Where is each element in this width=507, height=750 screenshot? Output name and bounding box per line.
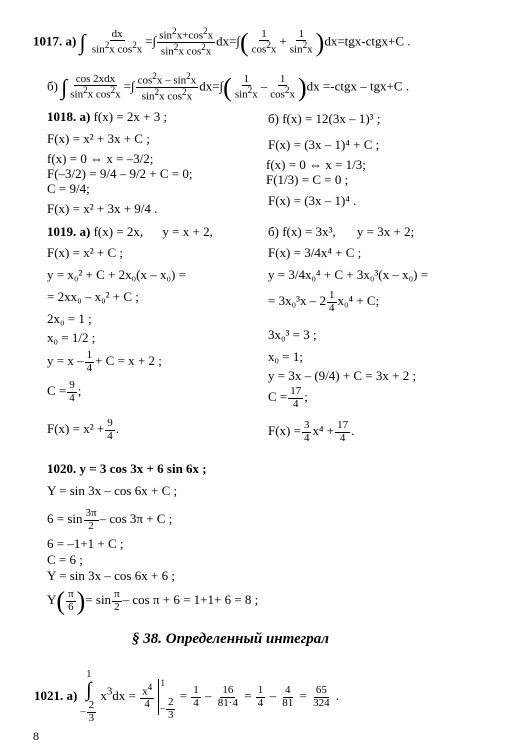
section-heading: § 38. Определенный интеграл [132, 631, 329, 647]
line: F(x) = x² + C ; [47, 245, 123, 260]
line: f(x) = 0 ⇔ x = –3/2; [47, 151, 154, 166]
line: = 2xx₀ – x₀² + C ; [47, 289, 139, 304]
line: C = $\frac{9}{4}$ ; [47, 379, 82, 404]
line: F(1/3) = C = 0 ; [266, 172, 349, 187]
problem-1021: 1021. а) 1 ∫ – $\frac{2}{3}$ $x^3dx$ = $\frac{x^4}{4}$ 1 – $\frac{2}{3}$ = $\frac{1}{4}$ – $\frac{16}{81\cdot 4}$ = $\frac{1}{4}$ – $\frac{4}{81}$ = $\frac{65}{324}$ . [34, 669, 340, 724]
line: F(x) = (3x – 1)⁴ . [268, 193, 357, 208]
part-label: б) [268, 224, 279, 239]
line: Y( $\frac{\pi}{6}$ )= sin $\frac{\pi}{2}$ – cos π + 6 = 1+1+ 6 = 8 ; [47, 586, 259, 616]
line: 2x₀ = 1 ; [47, 311, 92, 326]
problem-1020-title: 1020. y = 3 cos 3x + 6 sin 6x ; [47, 461, 207, 476]
problem-1017b: б) ∫ $\frac{\text{cos 2xdx}}{\sin^2x \cos^2x}$ =∫ $\frac{\cos^2x - \sin^2x}{\sin^2x \cos^2x}$ dx=∫( $\frac{1}{\sin^2x}$ – $\frac{1}{\cos^2x}$ )dx =-ctgx – tgx+C . [47, 71, 410, 103]
problem-1018a-title [47, 110, 167, 124]
line: f(x) = 2x + 3 ; [93, 109, 168, 124]
problem-1019a-title [47, 225, 213, 239]
line: F(–3/2) = 9/4 – 9/2 + C = 0; [47, 166, 193, 181]
result-text: dx=tgx-ctgx+C . [324, 33, 411, 49]
line: F(x) = x² + 3x + 9/4 . [47, 201, 158, 216]
line: y = x – $\frac{1}{4}$ + C = x + 2 ; [47, 349, 162, 374]
problem-number: 1021. а) [34, 688, 78, 704]
line: C = 9/4; [47, 181, 90, 196]
line: x₀ = 1; [268, 349, 303, 364]
line: F(x) = x² + $\frac{9}{4}$ . [47, 417, 119, 442]
line: C = 6 ; [47, 552, 83, 567]
problem-number: 1019. а) [47, 224, 91, 239]
line: 6 = sin $\frac{3\pi}{2}$ – cos 3π + C ; [47, 507, 173, 532]
line: = 3x₀³x – 2 $\frac{1}{4}$ x₀⁴ + C; [268, 289, 380, 314]
line: f(x) = 12(3x – 1)³ ; [282, 111, 381, 126]
problem-1019b-title: б) f(x) = 3x³, y = 3x + 2; [268, 224, 415, 239]
line: f(x) = 2x, [93, 224, 144, 239]
problem-number: 1020. [47, 461, 77, 476]
problem-number: 1018. а) [47, 109, 91, 124]
part-label: б) [47, 78, 58, 94]
line: F(x) = 3/4x⁴ + C ; [268, 245, 362, 260]
line: F(x) = (3x – 1)⁴ + C ; [268, 137, 380, 152]
problem-1017a: 1017. а) ∫ $\frac{dx}{\sin^2x \cos^2x}$ =∫ $\frac{\sin^2x+\cos^2x}{\sin^2x \cos^2x}$ dx=∫( $\frac{1}{\cos^2x}$ + $\frac{1}{\sin^2x}$ )dx=tgx-ctgx+C . [33, 26, 411, 58]
line: Y = sin 3x – cos 6x + 6 ; [47, 568, 175, 583]
problem-1018b-title [268, 112, 380, 126]
line: Y = sin 3x – cos 6x + C ; [47, 483, 178, 498]
line: C = $\frac{17}{4}$ ; [268, 385, 308, 410]
line: f(x) = 0 ⇔ x = 1/3; [266, 157, 366, 172]
result-text: dx =-ctgx – tgx+C . [306, 78, 410, 94]
line: y = 3x – (9/4) + C = 3x + 2 ; [268, 368, 417, 383]
line: F(x) = x² + 3x + C ; [47, 131, 150, 146]
problem-number: 1017. а) [33, 33, 77, 49]
line: y = x + 2, [162, 224, 213, 239]
line: 6 = –1+1 + C ; [47, 536, 124, 551]
line: 3x₀³ = 3 ; [268, 327, 317, 342]
part-label: б) [268, 111, 279, 126]
line: x₀ = 1/2 ; [47, 330, 96, 345]
line: y = x₀² + C + 2x₀(x – x₀) = [47, 267, 186, 282]
page-number: 8 [33, 729, 39, 743]
line: y = 3/4x₀⁴ + C + 3x₀³(x – x₀) = [268, 267, 429, 282]
line: F(x) = $\frac{3}{4}$ x⁴ + $\frac{17}{4}$ . [268, 419, 355, 444]
